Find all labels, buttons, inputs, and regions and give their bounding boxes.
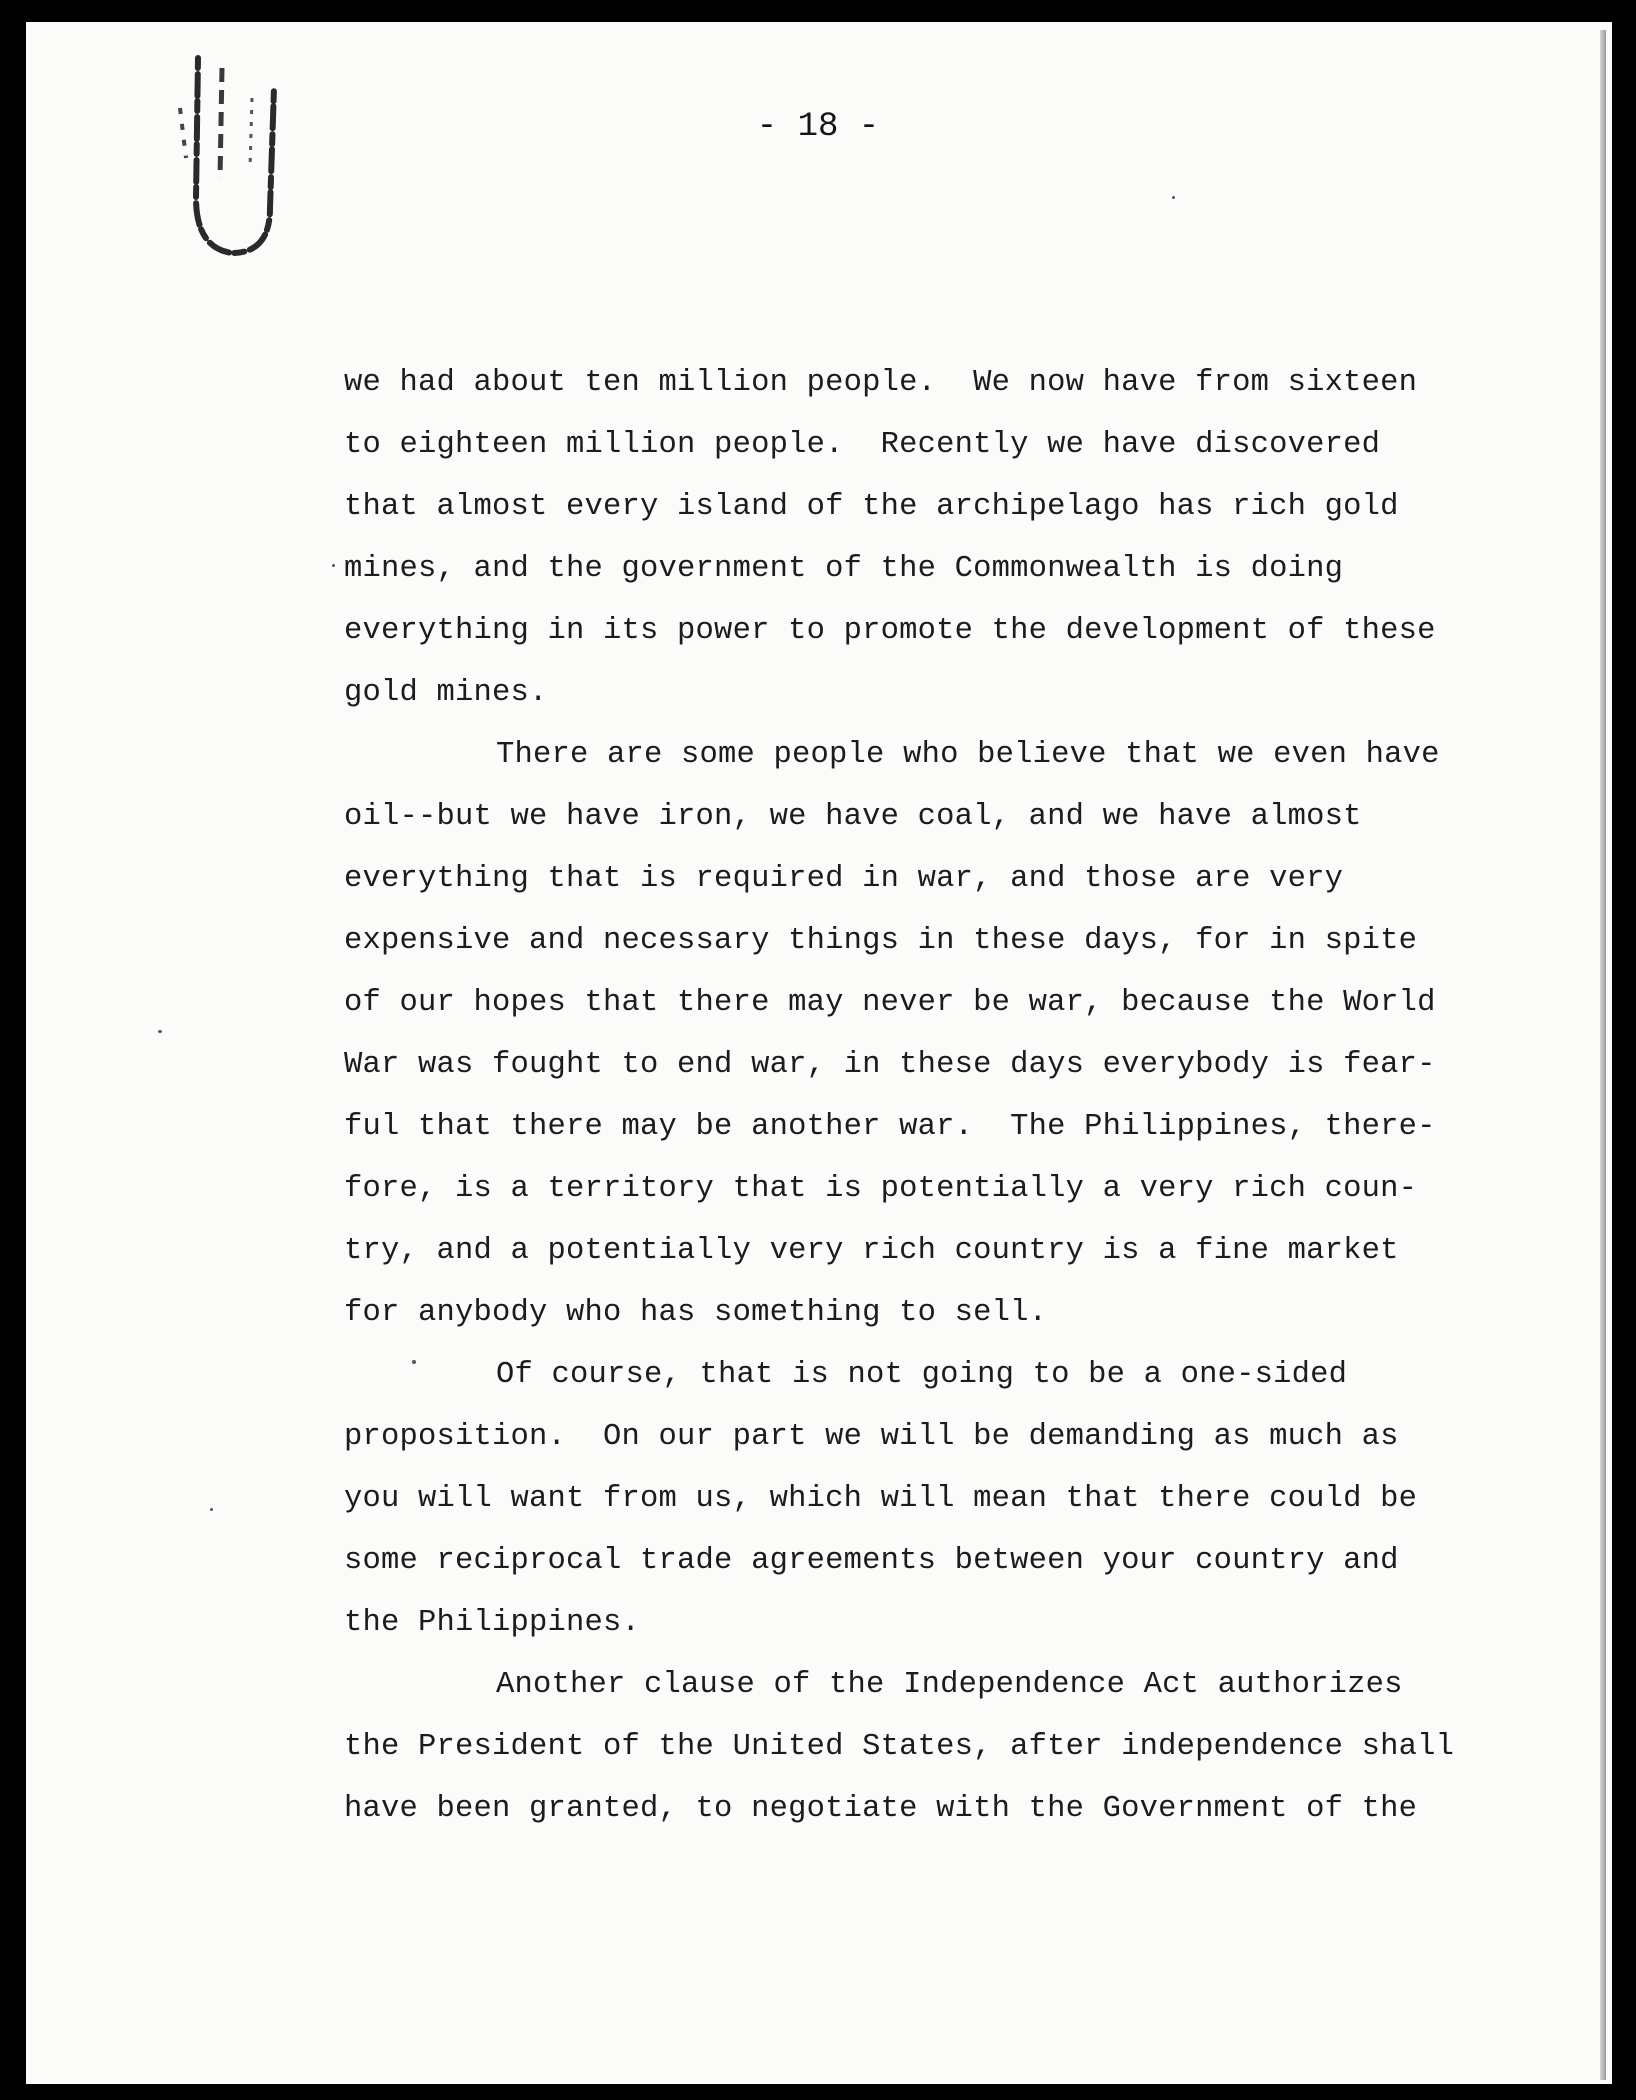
text-line: War was fought to end war, in these days everybody is fear-: [344, 1048, 1436, 1082]
text-line: have been granted, to negotiate with the Government of the: [344, 1792, 1418, 1826]
text-line: There are some people who believe that we even have: [496, 738, 1440, 772]
scan-speck: [158, 1030, 162, 1033]
text-line: that almost every island of the archipelago has rich gold: [344, 490, 1399, 524]
paragraph: [344, 1344, 1474, 1654]
text-line: fore, is a territory that is potentially a very rich coun-: [344, 1172, 1418, 1206]
document-body: [344, 352, 1474, 1840]
text-line: you will want from us, which will mean that there could be: [344, 1482, 1418, 1516]
text-line: ful that there may be another war. The Philippines, there-: [344, 1110, 1436, 1144]
paragraph: [344, 352, 1474, 724]
text-line: oil--but we have iron, we have coal, and we have almost: [344, 800, 1362, 834]
text-line: proposition. On our part we will be demanding as much as: [344, 1420, 1399, 1454]
page-number: - 18 -: [756, 108, 880, 146]
text-line: we had about ten million people. We now have from sixteen: [344, 366, 1418, 400]
text-line: for anybody who has something to sell.: [344, 1296, 1048, 1330]
scan-speck: [332, 564, 335, 567]
scan-speck: [210, 1508, 213, 1511]
text-line: the President of the United States, after independence shall: [344, 1730, 1455, 1764]
paragraph: [344, 724, 1474, 1344]
text-line: try, and a potentially very rich country is a fine market: [344, 1234, 1399, 1268]
text-line: expensive and necessary things in these days, for in spite: [344, 924, 1418, 958]
page-edge-shadow: [1600, 30, 1606, 2080]
text-line: of our hopes that there may never be war, because the World: [344, 986, 1436, 1020]
text-line: everything that is required in war, and those are very: [344, 862, 1344, 896]
text-line: gold mines.: [344, 676, 548, 710]
scan-speck: [412, 1360, 416, 1364]
text-line: Another clause of the Independence Act authorizes: [496, 1668, 1403, 1702]
text-line: the Philippines.: [344, 1606, 641, 1640]
paragraph: [344, 1654, 1474, 1840]
text-line: mines, and the government of the Commonwealth is doing: [344, 552, 1344, 586]
text-line: Of course, that is not going to be a one-sided: [496, 1358, 1348, 1392]
text-line: to eighteen million people. Recently we have discovered: [344, 428, 1381, 462]
text-line: some reciprocal trade agreements between your country and: [344, 1544, 1399, 1578]
paperclip-mark-icon: [170, 48, 310, 278]
text-line: everything in its power to promote the development of these: [344, 614, 1436, 648]
scan-speck: [1172, 196, 1175, 199]
